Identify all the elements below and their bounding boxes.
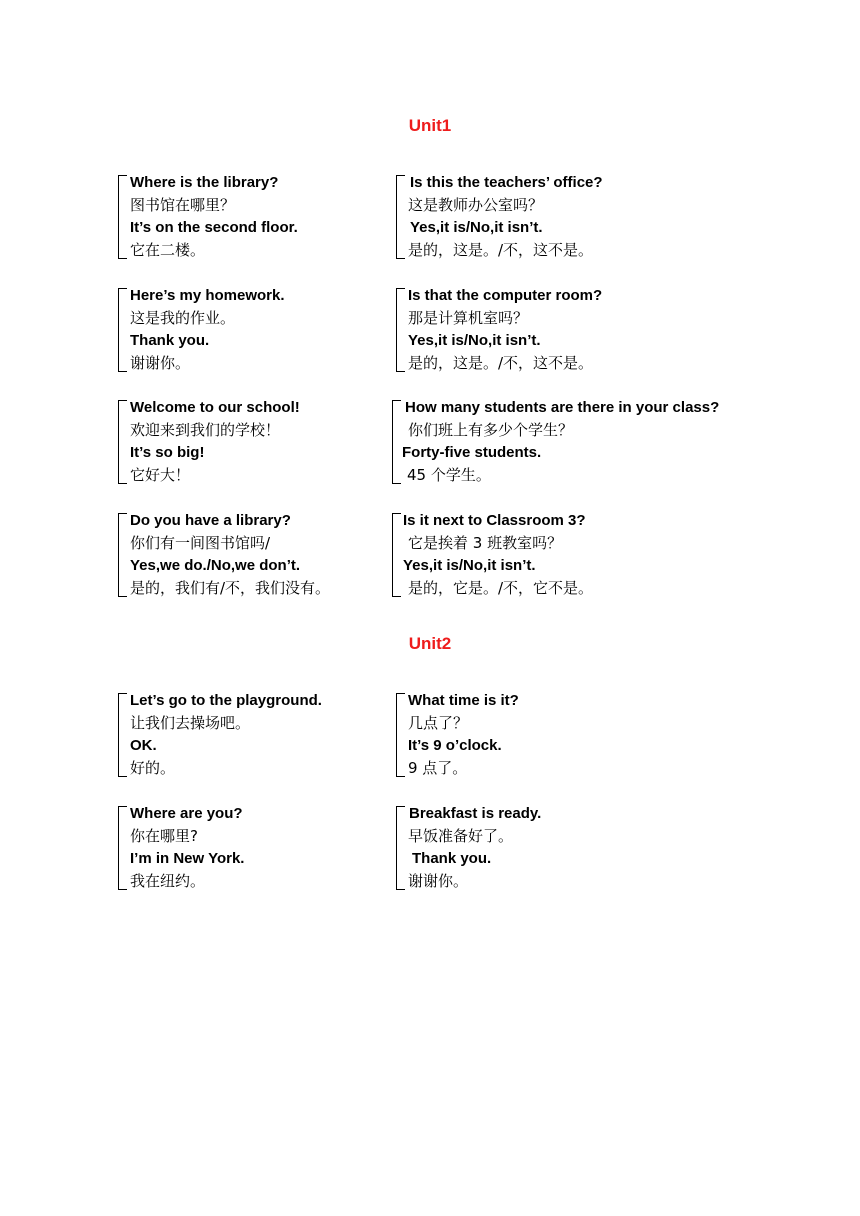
chinese-line: 那是计算机室吗？: [408, 309, 529, 327]
bracket: [118, 513, 127, 597]
english-line: Yes,it is/No,it isn’t.: [403, 557, 536, 574]
english-line: Yes,it is/No,it isn’t.: [410, 219, 543, 236]
english-line: How many students are there in your class?: [405, 399, 720, 416]
chinese-line: 几点了？: [408, 714, 469, 732]
english-line: It’s so big!: [130, 444, 205, 461]
chinese-line: 它是挨着 3 班教室吗？: [408, 534, 563, 552]
chinese-line: 你们班上有多少个学生？: [408, 421, 574, 439]
unit1-title: Unit1: [408, 116, 452, 135]
chinese-line: 好的。: [130, 759, 176, 777]
english-line: Yes,we do./No,we don’t.: [130, 557, 301, 574]
chinese-line: 9 点了。: [408, 759, 468, 777]
chinese-line: 谢谢你。: [408, 872, 469, 890]
dialogue-block: [392, 398, 752, 486]
chinese-line: 我在纽约。: [130, 872, 206, 890]
dialogue-block: [396, 173, 736, 261]
english-line: Is it next to Classroom 3?: [403, 512, 586, 529]
chinese-line: 你们有一间图书馆吗/: [130, 534, 271, 552]
english-line: What time is it?: [408, 692, 519, 709]
english-line: Breakfast is ready.: [409, 805, 542, 822]
english-line: I’m in New York.: [130, 850, 245, 867]
chinese-line: 这是我的作业。: [130, 309, 236, 327]
chinese-line: 45 个学生。: [407, 466, 491, 484]
bracket: [118, 693, 127, 777]
bracket: [118, 288, 127, 372]
bracket: [118, 400, 127, 484]
english-line: Is this the teachers’ office?: [410, 174, 603, 191]
unit2-title: Unit2: [408, 634, 452, 653]
chinese-line: 是的，这是。/不，这不是。: [408, 241, 594, 259]
english-line: It’s 9 o’clock.: [408, 737, 502, 754]
chinese-line: 是的，我们有/不，我们没有。: [130, 579, 331, 597]
chinese-line: 它在二楼。: [130, 241, 206, 259]
english-line: Do you have a library?: [130, 512, 291, 529]
dialogue-block: [396, 286, 736, 374]
chinese-line: 是的，这是。/不，这不是。: [408, 354, 594, 372]
chinese-line: 欢迎来到我们的学校！: [130, 421, 281, 439]
dialogue-block: [396, 691, 736, 779]
english-line: Welcome to our school!: [130, 399, 300, 416]
bracket: [118, 806, 127, 890]
english-line: OK.: [130, 737, 157, 754]
english-line: Is that the computer room?: [408, 287, 603, 304]
dialogue-block: [396, 804, 736, 892]
dialogue-block: [392, 511, 732, 599]
bracket: [392, 513, 401, 597]
chinese-line: 这是教师办公室吗？: [408, 196, 544, 214]
english-line: Here’s my homework.: [130, 287, 285, 304]
english-line: Let’s go to the playground.: [130, 692, 322, 709]
chinese-line: 早饭准备好了。: [408, 827, 514, 845]
english-line: Where are you?: [130, 805, 243, 822]
english-line: Thank you.: [412, 850, 492, 867]
english-line: Forty-five students.: [402, 444, 542, 461]
chinese-line: 谢谢你。: [130, 354, 191, 372]
english-line: Yes,it is/No,it isn’t.: [408, 332, 541, 349]
dialogue-block: [118, 511, 388, 599]
bracket: [396, 693, 405, 777]
english-line: Thank you.: [130, 332, 210, 349]
chinese-line: 图书馆在哪里？: [130, 196, 236, 214]
chinese-line: 它好大！: [130, 466, 191, 484]
bracket: [392, 400, 401, 484]
bracket: [118, 175, 127, 259]
english-line: It’s on the second floor.: [130, 219, 298, 236]
bracket: [396, 288, 405, 372]
english-line: Where is the library?: [130, 174, 279, 191]
chinese-line: 你在哪里?: [130, 827, 198, 845]
bracket: [396, 175, 405, 259]
bracket: [396, 806, 405, 890]
chinese-line: 是的，它是。/不，它不是。: [408, 579, 594, 597]
chinese-line: 让我们去操场吧。: [130, 714, 251, 732]
